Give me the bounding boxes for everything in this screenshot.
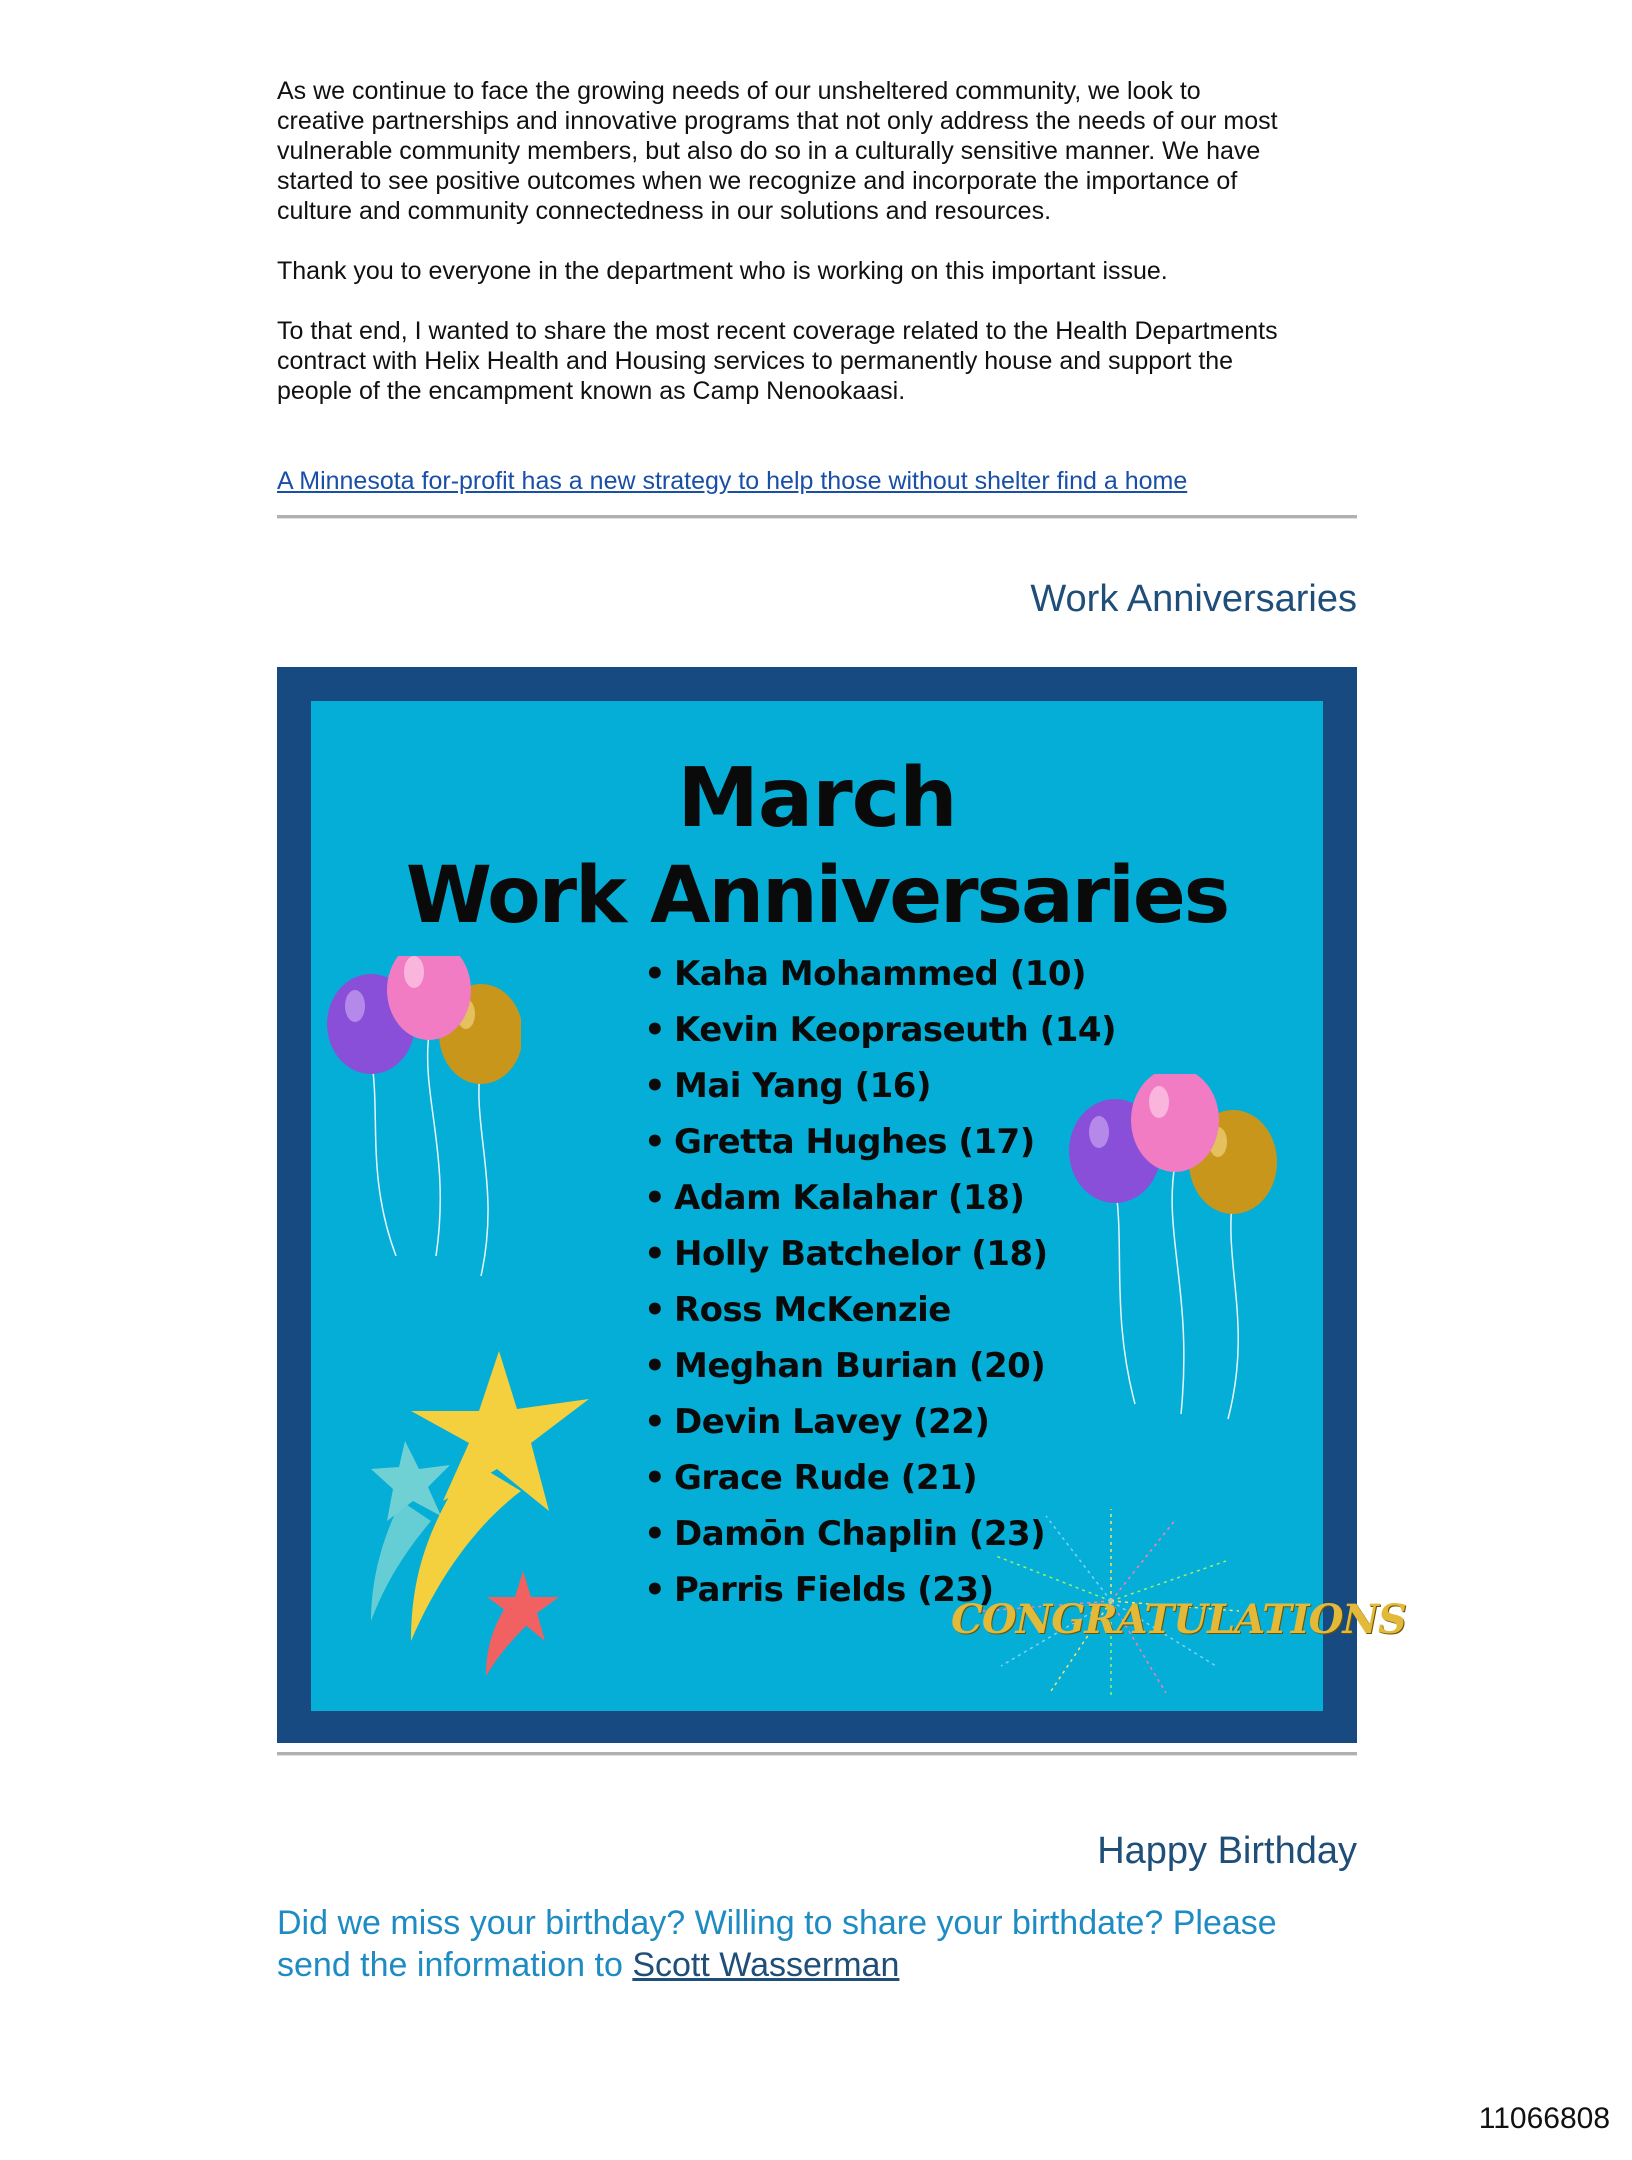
balloons-left-icon (321, 956, 521, 1286)
article-link[interactable]: A Minnesota for-profit has a new strategy to help those without shelter find a home (277, 467, 1188, 495)
anniversary-name: • Meghan Burian (20) (644, 1338, 1116, 1394)
birthday-message-text: Did we miss your birthday? Willing to share your birthdate? Please send the information to (277, 1904, 1277, 1984)
congratulations-text: CONGRATULATIONS (951, 1596, 1406, 1643)
anniversary-name: • Mai Yang (16) (644, 1058, 1116, 1114)
anniversary-name: • Ross McKenzie (644, 1282, 1116, 1338)
happy-birthday-heading: Happy Birthday (1097, 1830, 1357, 1872)
article-link-row (277, 436, 1357, 496)
divider (277, 1752, 1357, 1756)
anniversary-poster (277, 667, 1406, 1743)
poster-panel (311, 701, 1406, 1711)
intro-section (277, 76, 1357, 496)
anniversary-name: • Gretta Hughes (17) (644, 1114, 1116, 1170)
intro-paragraph: As we continue to face the growing needs of our unsheltered community, we look to creative partnerships and innovative programs that not only address the needs of our most vulnerable community members, but also do so in a culturally sensitive manner. We have started to see positive outcomes when we recognize and incorporate the importance of culture and community connectedness in our solutions and resources. (277, 77, 1278, 225)
anniversary-name: • Kaha Mohammed (10) (644, 946, 1116, 1002)
document-number: 11066808 (1478, 2102, 1610, 2135)
coverage-paragraph: To that end, I wanted to share the most recent coverage related to the Health Departments contract with Helix Health and Housing services to permanently house and support the people of the encampment known as Camp Nenookaasi. (277, 317, 1278, 405)
work-anniversaries-heading: Work Anniversaries (1030, 578, 1357, 620)
anniversary-list (644, 946, 1116, 1618)
anniversary-name: • Parris Fields (23) (644, 1562, 1116, 1618)
anniversary-name: • Devin Lavey (22) (644, 1394, 1116, 1450)
anniversary-name: • Kevin Keopraseuth (14) (644, 1002, 1116, 1058)
anniversary-name: • Damōn Chaplin (23) (644, 1506, 1116, 1562)
poster-title: Work Anniversaries (405, 851, 1229, 941)
shooting-stars-icon (351, 1351, 591, 1681)
birthday-message (277, 1902, 1357, 1986)
poster-month: March (677, 751, 957, 846)
scott-wasserman-link[interactable]: Scott Wasserman (632, 1946, 900, 1984)
divider (277, 515, 1357, 519)
thanks-paragraph: Thank you to everyone in the department who is working on this important issue. (277, 257, 1168, 285)
anniversary-name: • Adam Kalahar (18) (644, 1170, 1116, 1226)
anniversary-name: • Holly Batchelor (18) (644, 1226, 1116, 1282)
anniversary-name: • Grace Rude (21) (644, 1450, 1116, 1506)
